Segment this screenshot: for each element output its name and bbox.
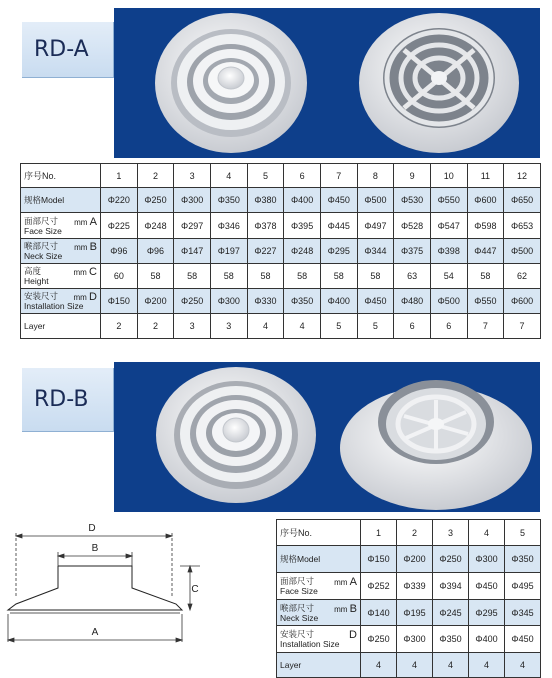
table-cell: Φ96 [137, 239, 174, 264]
table-cell: Φ350 [433, 626, 469, 653]
row-unit: mm [73, 268, 87, 277]
table-cell: 58 [247, 264, 284, 289]
row-label [21, 314, 101, 339]
rd-a-title-text: RD-A [34, 37, 89, 62]
header-number: 2 [397, 520, 433, 546]
rd-b-diffuser-image [114, 362, 540, 512]
table-cell: 62 [504, 264, 541, 289]
table-cell: Φ500 [430, 289, 467, 314]
table-cell: Φ480 [394, 289, 431, 314]
row-label [277, 653, 361, 678]
table-cell: 6 [430, 314, 467, 339]
table-cell: Φ200 [397, 546, 433, 573]
row-label [21, 239, 101, 264]
row-label-en: Installation Size [280, 639, 340, 649]
table-cell: Φ295 [320, 239, 357, 264]
rd-b-photo [114, 362, 540, 512]
table-cell: Φ530 [394, 188, 431, 213]
table-cell: Φ550 [467, 289, 504, 314]
row-letter: D [349, 629, 357, 641]
header-number: 5 [505, 520, 541, 546]
header-row [277, 520, 541, 546]
table-cell: 63 [394, 264, 431, 289]
table-cell: Φ250 [174, 289, 211, 314]
row-letter: B [349, 602, 357, 615]
table-cell: Φ245 [433, 600, 469, 626]
table-cell: Φ140 [361, 600, 397, 626]
table-cell: Φ450 [469, 573, 505, 600]
diagram-label-d: D [88, 523, 96, 534]
table-cell: 4 [469, 653, 505, 678]
rd-a-diffuser-image [114, 8, 540, 158]
diagram-label-a: A [91, 627, 99, 638]
table-cell: Φ150 [101, 289, 138, 314]
header-label: 序号No. [277, 520, 361, 546]
diagram-label-c: C [191, 584, 199, 595]
header-label: 序号No. [21, 164, 101, 188]
rd-b-spec-table [276, 519, 541, 678]
row-label [21, 289, 101, 314]
row-label-unit [73, 292, 97, 303]
table-cell: Φ547 [430, 213, 467, 239]
row-label-cn: 高度 [24, 266, 42, 276]
header-number: 5 [247, 164, 284, 188]
row-label-cn: 规格Model [280, 554, 321, 564]
table-row [21, 213, 541, 239]
row-label-en: Height [24, 276, 49, 286]
diagram-label-b: B [91, 543, 99, 554]
table-row [21, 314, 541, 339]
row-label [21, 264, 101, 289]
table-cell: 4 [284, 314, 321, 339]
row-label-en: Neck Size [24, 251, 63, 261]
row-letter: B [89, 241, 97, 253]
row-label-unit [74, 242, 97, 253]
table-cell: 54 [430, 264, 467, 289]
table-cell: Φ497 [357, 213, 394, 239]
header-number: 8 [357, 164, 394, 188]
table-cell: 2 [101, 314, 138, 339]
row-label-cn: 安装尺寸 [280, 629, 315, 639]
table-cell: Φ445 [320, 213, 357, 239]
row-label [21, 213, 101, 239]
row-label-en: Neck Size [280, 612, 319, 623]
table-cell: Φ400 [284, 188, 321, 213]
row-unit: mm [334, 578, 348, 587]
row-label [21, 188, 101, 213]
table-row [21, 188, 541, 213]
table-cell: Φ398 [430, 239, 467, 264]
row-label-unit [73, 267, 97, 278]
table-cell: Φ300 [174, 188, 211, 213]
row-unit: mm [74, 243, 88, 252]
table-cell: Φ252 [361, 573, 397, 600]
row-label-unit [349, 630, 357, 641]
table-row [277, 573, 541, 600]
rd-b-title [22, 368, 114, 432]
table-cell: Φ400 [320, 289, 357, 314]
table-cell: 4 [361, 653, 397, 678]
table-cell: Φ350 [505, 546, 541, 573]
table-cell: Φ227 [247, 239, 284, 264]
table-cell: 4 [397, 653, 433, 678]
rd-a-photo [114, 8, 540, 158]
table-cell: 7 [504, 314, 541, 339]
table-cell: 60 [101, 264, 138, 289]
table-cell: Φ650 [504, 188, 541, 213]
table-cell: Φ147 [174, 239, 211, 264]
row-label-en: Face Size [280, 586, 318, 596]
row-label-unit [334, 577, 357, 588]
table-cell: Φ96 [101, 239, 138, 264]
header-number: 4 [469, 520, 505, 546]
table-cell: Φ500 [504, 239, 541, 264]
header-number: 3 [174, 164, 211, 188]
table-cell: Φ200 [137, 289, 174, 314]
table-cell: 58 [284, 264, 321, 289]
header-number: 11 [467, 164, 504, 188]
table-cell: Φ375 [394, 239, 431, 264]
table-cell: Φ300 [397, 626, 433, 653]
header-number: 2 [137, 164, 174, 188]
table-row [21, 289, 541, 314]
row-label-en: Installation Size [24, 301, 84, 311]
table-cell: Φ598 [467, 213, 504, 239]
table-cell: 58 [320, 264, 357, 289]
table-row [277, 546, 541, 573]
header-number: 1 [101, 164, 138, 188]
table-cell: 2 [137, 314, 174, 339]
table-row [277, 626, 541, 653]
row-label-cn: 喉部尺寸 [280, 602, 315, 613]
table-cell: Φ350 [284, 289, 321, 314]
table-cell: Φ380 [247, 188, 284, 213]
table-cell: Φ600 [504, 289, 541, 314]
header-number: 9 [394, 164, 431, 188]
table-cell: Φ250 [433, 546, 469, 573]
row-unit: mm [74, 217, 88, 227]
table-cell: 6 [394, 314, 431, 339]
header-number: 7 [320, 164, 357, 188]
table-cell: Φ220 [101, 188, 138, 213]
table-row [21, 264, 541, 289]
table-cell: 58 [210, 264, 247, 289]
table-cell: 3 [174, 314, 211, 339]
row-label-en: Face Size [24, 225, 62, 236]
table-cell: Φ225 [101, 213, 138, 239]
row-label-cn: 规格Model [24, 195, 65, 205]
table-cell: Φ600 [467, 188, 504, 213]
table-cell: Φ528 [394, 213, 431, 239]
table-cell: 58 [137, 264, 174, 289]
table-cell: 5 [357, 314, 394, 339]
table-cell: 4 [247, 314, 284, 339]
table-cell: Φ395 [284, 213, 321, 239]
row-unit: mm [73, 293, 87, 302]
table-cell: 4 [433, 653, 469, 678]
table-cell: Φ653 [504, 213, 541, 239]
row-label-cn: 面部尺寸 [24, 215, 59, 226]
table-cell: Φ250 [137, 188, 174, 213]
table-cell: Φ300 [210, 289, 247, 314]
table-cell: Φ330 [247, 289, 284, 314]
row-label-cn: Layer [280, 660, 302, 670]
row-label [277, 626, 361, 653]
table-cell: 3 [210, 314, 247, 339]
table-cell: Φ197 [210, 239, 247, 264]
row-letter: D [89, 291, 97, 303]
row-label-unit [74, 217, 97, 228]
table-cell: Φ150 [361, 546, 397, 573]
header-number: 12 [504, 164, 541, 188]
table-cell: Φ550 [430, 188, 467, 213]
row-label-cn: 喉部尺寸 [24, 241, 59, 251]
table-cell: Φ447 [467, 239, 504, 264]
header-number: 3 [433, 520, 469, 546]
header-number: 10 [430, 164, 467, 188]
row-label-cn: 面部尺寸 [280, 576, 315, 586]
table-cell: 58 [467, 264, 504, 289]
table-cell: Φ450 [357, 289, 394, 314]
row-letter: A [89, 215, 97, 228]
table-cell: Φ297 [174, 213, 211, 239]
table-cell: Φ450 [320, 188, 357, 213]
row-letter: A [349, 576, 357, 588]
rd-a-spec-table [20, 163, 541, 339]
rd-a-title [22, 22, 114, 78]
rd-b-title-text: RD-B [34, 387, 89, 412]
table-cell: Φ450 [505, 626, 541, 653]
table-cell: 7 [467, 314, 504, 339]
table-row [21, 239, 541, 264]
row-unit: mm [334, 604, 348, 614]
table-cell: Φ378 [247, 213, 284, 239]
header-number: 1 [361, 520, 397, 546]
table-cell: Φ339 [397, 573, 433, 600]
table-cell: Φ345 [505, 600, 541, 626]
table-cell: Φ495 [505, 573, 541, 600]
table-cell: Φ248 [137, 213, 174, 239]
table-cell: Φ394 [433, 573, 469, 600]
table-cell: Φ295 [469, 600, 505, 626]
row-label [277, 600, 361, 626]
header-number: 6 [284, 164, 321, 188]
table-cell: Φ344 [357, 239, 394, 264]
table-cell: Φ300 [469, 546, 505, 573]
table-cell: 4 [505, 653, 541, 678]
header-number: 4 [210, 164, 247, 188]
table-cell: 5 [320, 314, 357, 339]
table-cell: Φ250 [361, 626, 397, 653]
table-cell: Φ346 [210, 213, 247, 239]
table-row [277, 653, 541, 678]
row-label-cn: Layer [24, 321, 46, 331]
row-label-unit [334, 604, 357, 615]
table-cell: 58 [174, 264, 211, 289]
row-label [277, 573, 361, 600]
row-letter: C [89, 266, 97, 278]
row-label [277, 546, 361, 573]
table-cell: Φ195 [397, 600, 433, 626]
table-cell: Φ350 [210, 188, 247, 213]
table-cell: 58 [357, 264, 394, 289]
table-cell: Φ400 [469, 626, 505, 653]
row-label-cn: 安装尺寸 [24, 291, 59, 301]
header-row [21, 164, 541, 188]
table-row [277, 600, 541, 626]
rd-b-dimension-diagram [2, 518, 202, 658]
table-cell: Φ248 [284, 239, 321, 264]
table-cell: Φ500 [357, 188, 394, 213]
